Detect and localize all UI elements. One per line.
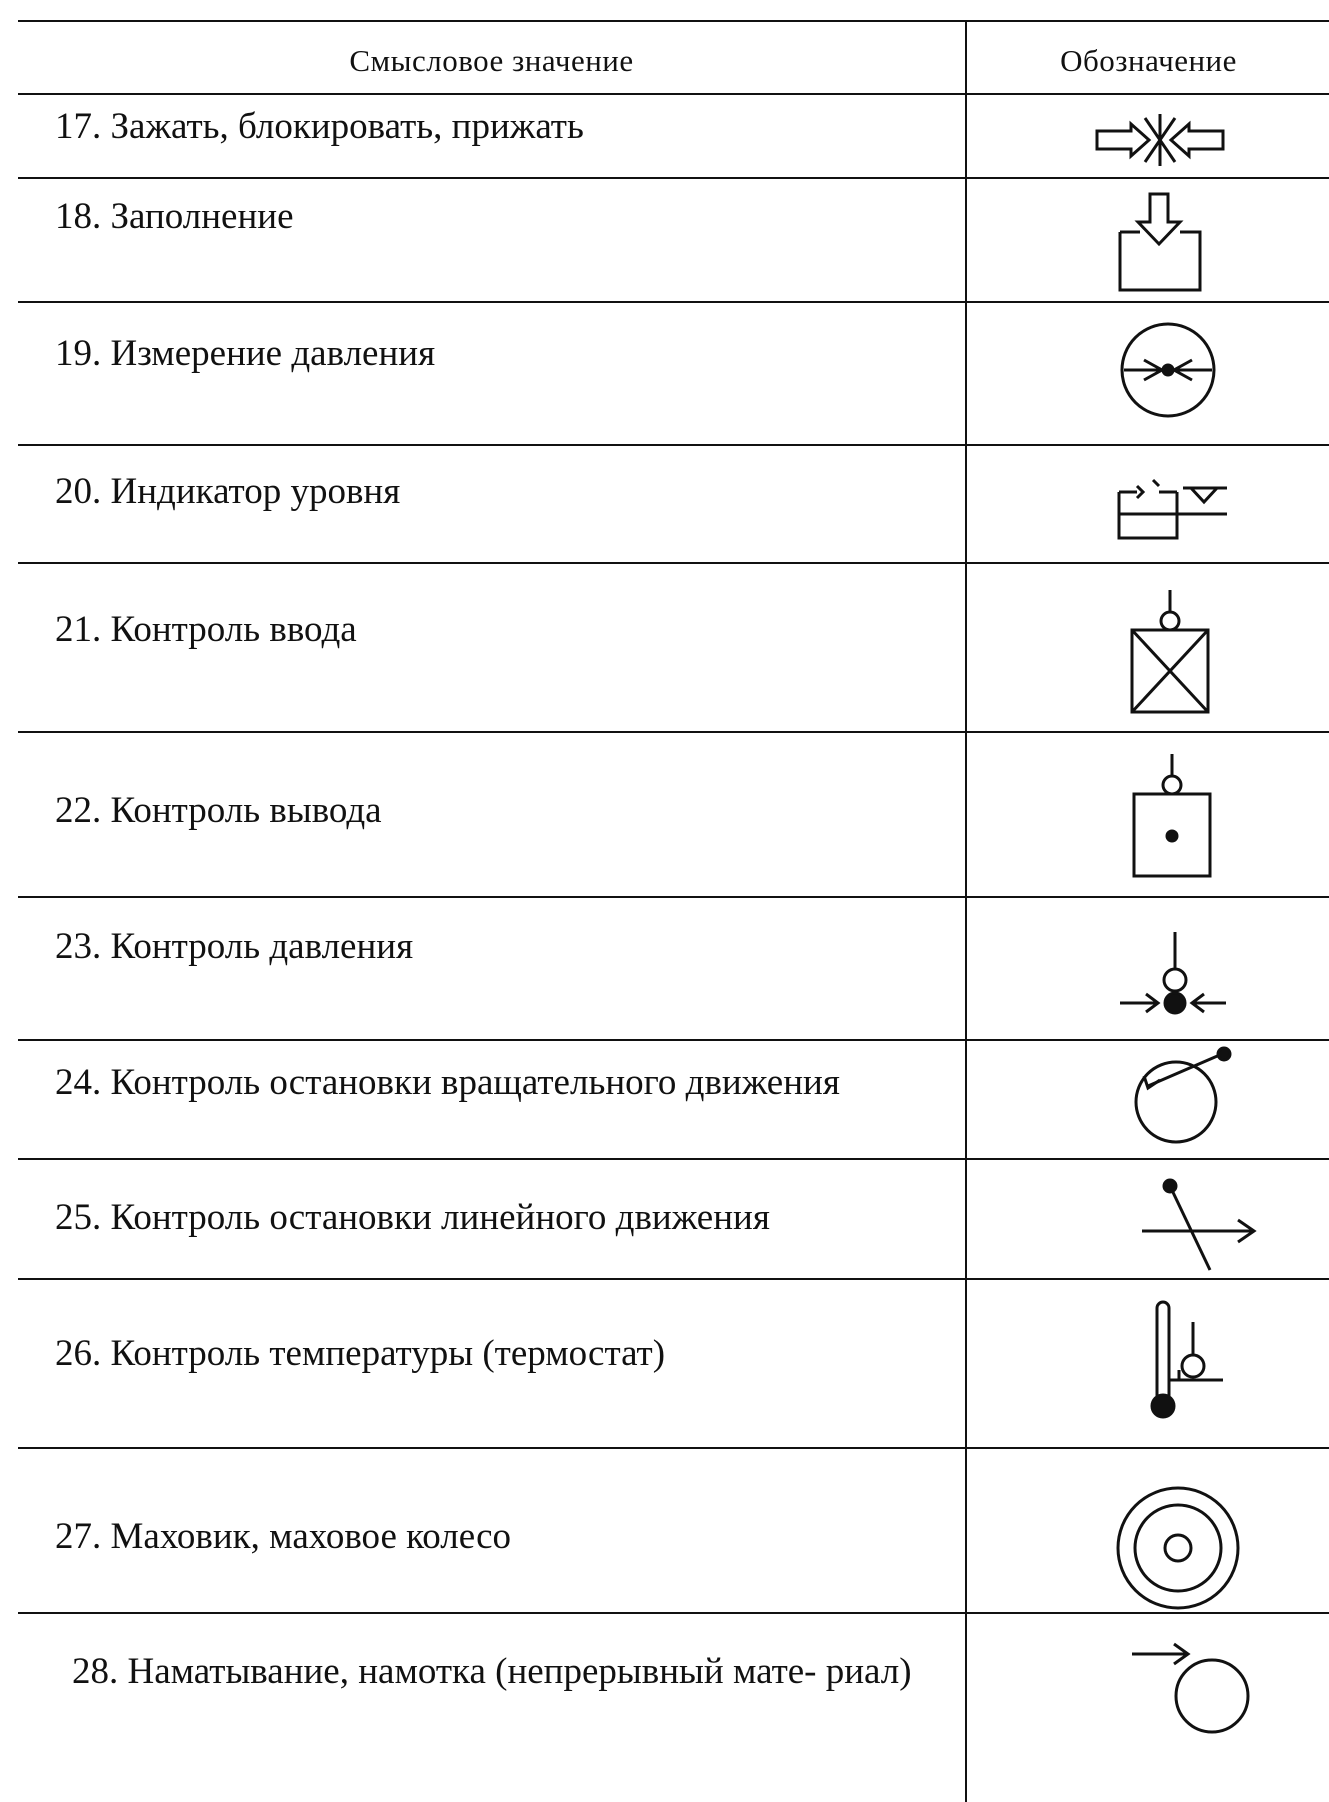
input-control-icon: [1128, 588, 1212, 714]
row-divider: [18, 1447, 1329, 1449]
row-text: 17. Зажать, блокировать, прижать: [55, 106, 584, 147]
output-control-icon: [1130, 752, 1214, 878]
row-text: 19. Измерение давления: [55, 333, 436, 374]
row-text: 25. Контроль остановки линейного движения: [55, 1197, 770, 1238]
table-top-rule: [18, 20, 1329, 22]
winding-icon: [1130, 1640, 1250, 1740]
header-designation: Обозначение: [1060, 43, 1237, 78]
row-text: 21. Контроль ввода: [55, 609, 357, 650]
clamp-icon: [1095, 110, 1225, 170]
row-text: 24. Контроль остановки вращательного движения: [55, 1062, 840, 1103]
thermostat-icon: [1145, 1300, 1225, 1420]
row-text: 26. Контроль температуры (термостат): [55, 1333, 666, 1374]
row-divider: [18, 444, 1329, 446]
pressure-measurement-icon: [1118, 320, 1218, 420]
header-meaning: Смысловое значение: [349, 43, 634, 78]
row-text: 18. Заполнение: [55, 196, 294, 237]
row-text: 23. Контроль давления: [55, 926, 414, 967]
filling-icon: [1118, 192, 1202, 292]
row-text: 20. Индикатор уровня: [55, 471, 401, 512]
column-divider: [965, 22, 967, 1802]
linear-stop-control-icon: [1140, 1180, 1260, 1272]
rotation-stop-control-icon: [1132, 1046, 1236, 1146]
row-divider: [18, 1039, 1329, 1041]
row-divider: [18, 562, 1329, 564]
row-divider: [18, 1158, 1329, 1160]
row-divider: [18, 731, 1329, 733]
level-indicator-icon: [1117, 478, 1229, 540]
row-divider: [18, 177, 1329, 179]
pressure-control-icon: [1118, 930, 1228, 1016]
row-text: 27. Маховик, маховое колесо: [55, 1516, 512, 1557]
row-divider: [18, 1278, 1329, 1280]
row-divider: [18, 301, 1329, 303]
row-divider: [18, 896, 1329, 898]
row-text: 22. Контроль вывода: [55, 790, 382, 831]
flywheel-icon: [1113, 1483, 1243, 1613]
row-text: 28. Наматывание, намотка (непрерывный мате- риал): [72, 1651, 912, 1692]
